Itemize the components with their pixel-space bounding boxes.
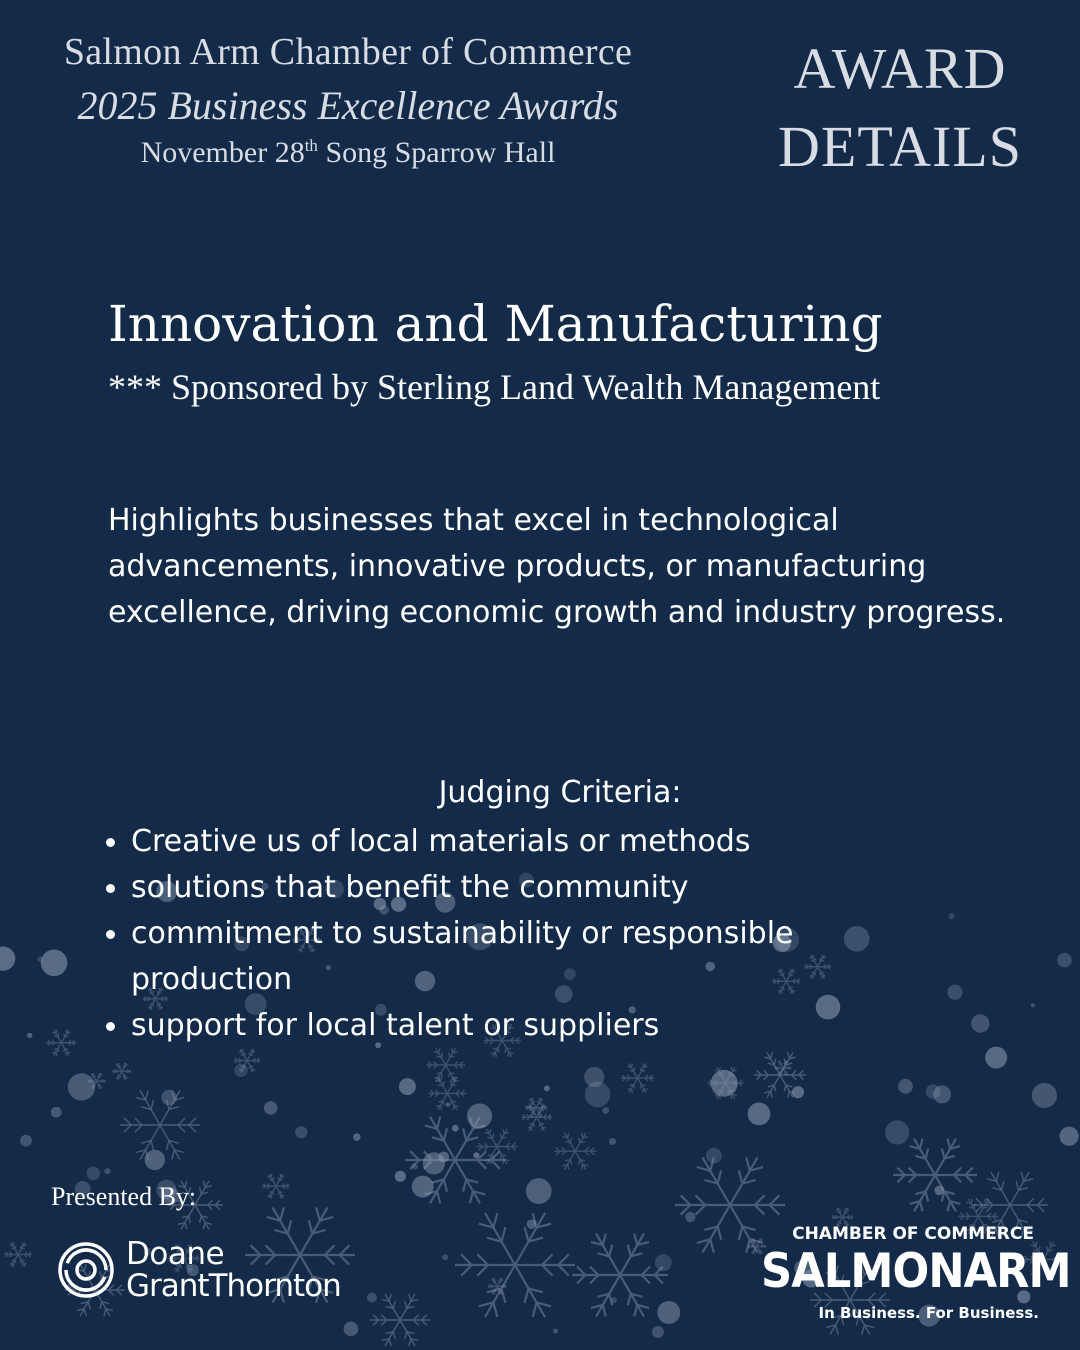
snowflake-icon (893, 1139, 977, 1212)
snow-dot (145, 1150, 165, 1170)
snow-dot (657, 1301, 680, 1324)
snowflake-icon (621, 1063, 655, 1092)
judging-criteria-heading: Judging Criteria: (438, 775, 682, 810)
snow-dot (652, 1326, 664, 1338)
snow-dot (585, 1082, 611, 1108)
snow-dot (20, 1135, 32, 1147)
snow-dot (985, 1047, 1007, 1069)
snow-dot (41, 950, 68, 977)
bullet-icon (106, 930, 115, 939)
snow-dot (1032, 1083, 1057, 1108)
snow-dot (898, 1079, 913, 1094)
criteria-item (100, 865, 960, 911)
snowflake-icon (554, 1133, 596, 1170)
snow-dot (295, 1126, 307, 1138)
snow-dot (264, 1101, 278, 1115)
snow-dot (51, 1107, 62, 1118)
snowflake-icon (112, 1063, 131, 1079)
chamber-name: Salmon Arm Chamber of Commerce (63, 31, 633, 73)
award-details-heading (760, 30, 1040, 186)
snowflake-icon (455, 1213, 575, 1317)
snow-dot (467, 1103, 492, 1128)
snow-dot (161, 1090, 177, 1106)
snow-dot (553, 1329, 558, 1334)
criteria-item-text: solutions that benefit the community (131, 870, 689, 905)
criteria-item-text: Creative us of local materials or methods (131, 824, 751, 859)
doane-grant-thornton-logo-line1: Doane (126, 1236, 225, 1272)
event-date: November 28 (140, 136, 305, 169)
event-date-venue (50, 136, 646, 170)
snow-dot (1057, 953, 1072, 968)
snow-dot (395, 1171, 406, 1182)
event-date-suffix: th (304, 136, 318, 155)
criteria-item (100, 911, 960, 1003)
snowflake-icon (262, 1174, 290, 1198)
snow-dot (926, 1084, 941, 1099)
category-title: Innovation and Manufacturing (108, 295, 883, 353)
snowflake-icon (370, 1294, 430, 1346)
doane-grant-thornton-mark-icon (56, 1240, 116, 1300)
presented-by-label: Presented By: (51, 1182, 197, 1211)
snow-dot (0, 947, 15, 971)
snow-dot (353, 1133, 361, 1141)
snow-dot (544, 1085, 550, 1091)
snow-dot (1031, 1003, 1035, 1007)
snowflake-icon (426, 1048, 465, 1082)
criteria-item-text: commitment to sustainability or responsible production (131, 916, 794, 997)
award-details-line1: AWARD (793, 36, 1007, 101)
category-sponsor: *** Sponsored by Sterling Land Wealth Management (108, 367, 881, 407)
snow-dot (885, 1120, 909, 1144)
award-details-line2: DETAILS (778, 114, 1022, 179)
snow-dot (27, 1033, 32, 1038)
awards-title: 2025 Business Excellence Awards (77, 83, 619, 128)
snow-dot (655, 1254, 672, 1271)
snow-dot (748, 1103, 771, 1126)
snow-dot (602, 1107, 609, 1114)
doane-grant-thornton-logo (56, 1236, 366, 1316)
chamber-logo-tagline: In Business. For Business. (818, 1304, 1039, 1322)
snowflake-icon (4, 1242, 32, 1266)
criteria-item-text: support for local talent or suppliers (131, 1008, 660, 1043)
snow-dot (344, 1322, 359, 1337)
category-description: Highlights businesses that excel in technological advancements, innovative products, or manufacturing excellence, driving economic growth and industry progress. (108, 503, 1006, 630)
snow-dot (971, 1014, 989, 1032)
snowflake-icon (775, 1061, 792, 1076)
chamber-logo-top: CHAMBER OF COMMERCE (792, 1224, 1034, 1244)
snow-dot (412, 1176, 434, 1198)
judging-criteria-list (100, 819, 960, 1049)
snow-dot (367, 1293, 377, 1303)
snow-dot (442, 1254, 448, 1260)
snow-dot (399, 1078, 416, 1095)
snow-dot (609, 1138, 616, 1145)
snow-dot (526, 1178, 552, 1204)
bullet-icon (106, 838, 115, 847)
snow-dot (37, 956, 43, 962)
snow-dot (452, 1125, 459, 1132)
event-venue: Song Sparrow Hall (325, 136, 556, 169)
snowflake-icon (525, 1098, 547, 1117)
criteria-item (100, 819, 960, 865)
snow-dot (87, 1167, 101, 1181)
bullet-icon (106, 884, 115, 893)
chamber-logo-main: SALMONARM (761, 1244, 1071, 1299)
salmon-arm-chamber-logo (758, 1222, 1071, 1332)
snow-dot (685, 1212, 695, 1222)
snowflake-icon (46, 1030, 76, 1056)
snow-dot (104, 1168, 110, 1174)
snow-dot (1060, 1127, 1079, 1146)
doane-grant-thornton-logo-line2: GrantThornton (126, 1268, 341, 1304)
snowflake-icon (120, 1090, 200, 1159)
snow-dot (446, 1103, 450, 1107)
bullet-icon (106, 1022, 115, 1031)
snow-dot (423, 1152, 445, 1174)
snowflake-icon (572, 1233, 668, 1316)
criteria-item (100, 1003, 960, 1049)
